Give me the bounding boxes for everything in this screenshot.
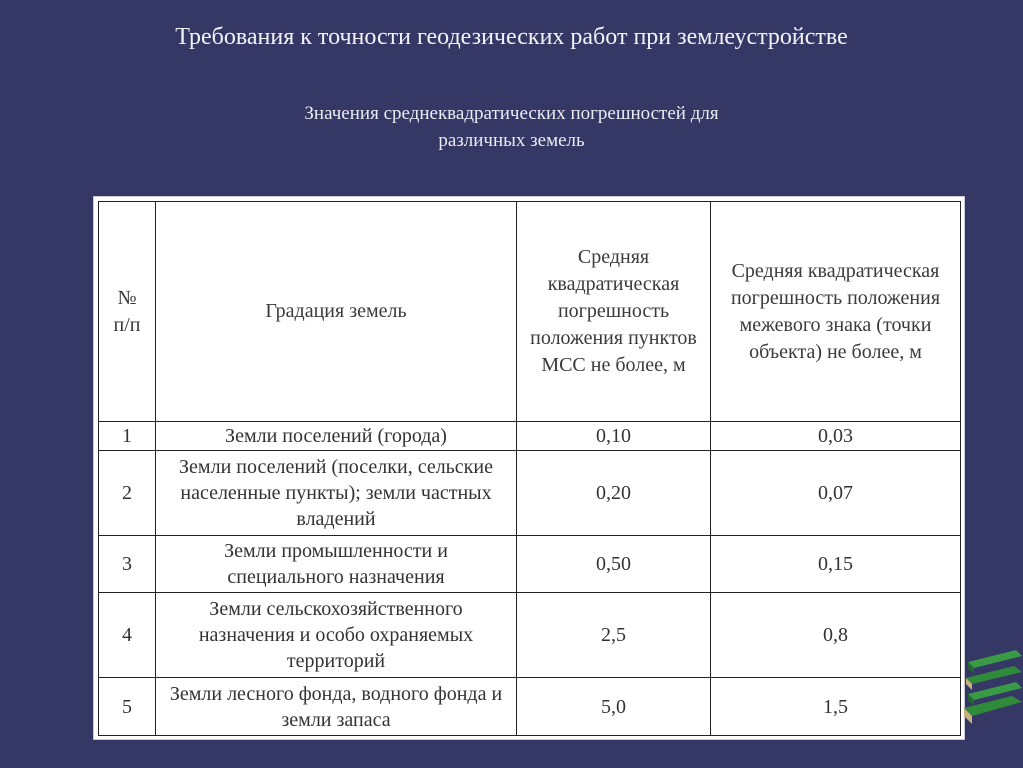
row-land-category: Земли лесного фонда, водного фонда и земли запаса	[156, 678, 517, 736]
table-row	[99, 593, 961, 678]
table-row	[99, 536, 961, 593]
subtitle-line-2: различных земель	[438, 130, 585, 151]
table-header-row	[99, 202, 961, 422]
header-num: № п/п	[99, 202, 156, 422]
row-land-category: Земли промышленности и специального назначения	[156, 536, 517, 593]
subtitle-line-1: Значения среднеквадратических погрешностей для	[304, 103, 719, 124]
row-num: 1	[99, 422, 156, 451]
row-mss-value: 0,10	[517, 422, 711, 451]
accuracy-table	[98, 201, 961, 736]
row-mss-value: 0,20	[517, 451, 711, 536]
row-num: 2	[99, 451, 156, 536]
row-mss-value: 2,5	[517, 593, 711, 678]
header-boundary-error: Средняя квадратическая погрешность положения межевого знака (точки объекта) не более, м	[711, 202, 961, 422]
header-mss-error: Средняя квадратическая погрешность положения пунктов МСС не более, м	[517, 202, 711, 422]
row-num: 5	[99, 678, 156, 736]
header-gradation: Градация земель	[156, 202, 517, 422]
row-mss-value: 0,50	[517, 536, 711, 593]
table-row	[99, 422, 961, 451]
accuracy-table-panel	[94, 197, 964, 739]
row-land-category: Земли сельскохозяйственного назначения и особо охраняемых территорий	[156, 593, 517, 678]
row-land-category: Земли поселений (города)	[156, 422, 517, 451]
row-boundary-value: 0,03	[711, 422, 961, 451]
row-mss-value: 5,0	[517, 678, 711, 736]
row-boundary-value: 0,07	[711, 451, 961, 536]
row-boundary-value: 1,5	[711, 678, 961, 736]
table-row	[99, 678, 961, 736]
table-row	[99, 451, 961, 536]
slide-subtitle	[0, 100, 1023, 154]
row-num: 4	[99, 593, 156, 678]
row-land-category: Земли поселений (поселки, сельские населенные пункты); земли частных владений	[156, 451, 517, 536]
stacked-books-icon	[964, 648, 1023, 728]
row-boundary-value: 0,8	[711, 593, 961, 678]
book-stack-graphic	[964, 650, 1022, 724]
row-num: 3	[99, 536, 156, 593]
row-boundary-value: 0,15	[711, 536, 961, 593]
slide-title: Требования к точности геодезических работ при землеустройстве	[175, 24, 848, 50]
